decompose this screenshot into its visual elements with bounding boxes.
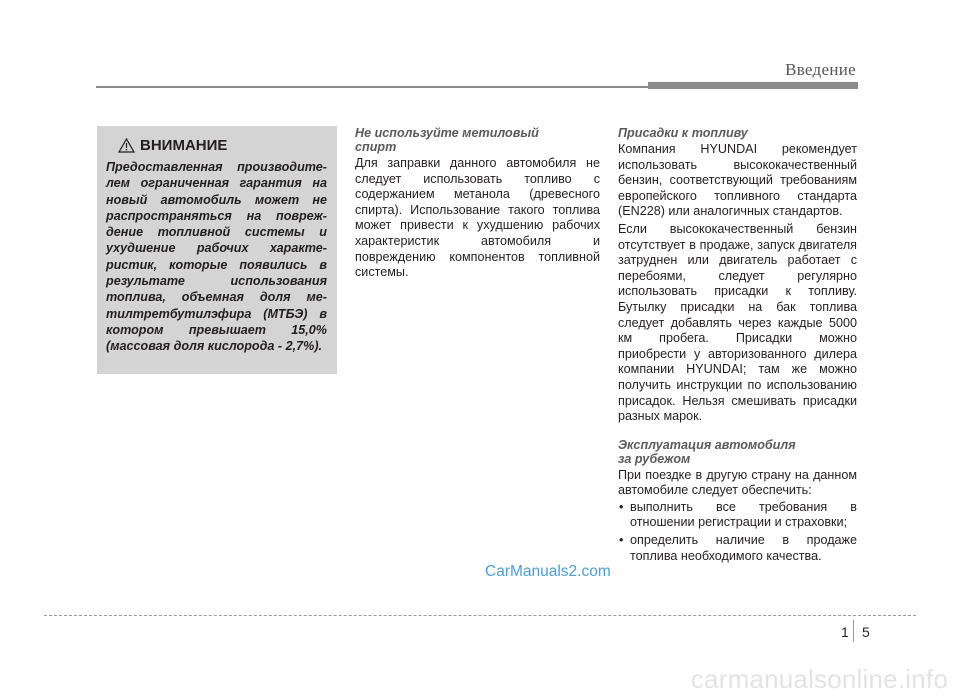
- methanol-heading-line2: спирт: [355, 140, 397, 154]
- warning-box: [97, 126, 337, 374]
- watermark-bottom: carmanualsonline.info: [690, 664, 948, 694]
- warning-header: [118, 134, 330, 156]
- bullet-text: выполнить все требования в отношении регистрации и страховки;: [630, 499, 857, 530]
- list-item: [618, 500, 857, 531]
- abroad-heading: [618, 438, 857, 466]
- methanol-heading-line1: Не используйте метиловый: [355, 126, 539, 140]
- warning-triangle-icon: [118, 138, 135, 153]
- header-rule-thin: [96, 86, 652, 88]
- bullet-dot: •: [619, 533, 624, 548]
- abroad-heading-line2: за рубежом: [618, 451, 691, 466]
- abroad-heading-line1: Эксплуатация автомобиля: [618, 437, 796, 452]
- list-item: [618, 533, 857, 564]
- page-number: 5: [862, 624, 870, 640]
- section-title: Введение: [785, 60, 856, 79]
- header-rule-thick: [648, 82, 858, 89]
- bullet-text: определить наличие в продаже топлива необходимого качества.: [630, 533, 857, 563]
- methanol-heading: [355, 126, 600, 154]
- warning-title: ВНИМАНИЕ: [140, 136, 228, 154]
- warning-text: Предоставленная производителем ограниченная гарантия на новый автомобиль может не распространяться на повреждение топливной системы и ухудшение рабочих характеристик, которые появились в результате использования топлива, объемная доля метилтретбутилэфира (МТБЭ) в котором превышает 15,0% (массовая доля кислорода - 2,7%).: [106, 160, 327, 354]
- additives-heading: Присадки к топливу: [618, 126, 748, 140]
- page-number-chapter: 1: [841, 624, 849, 640]
- abroad-bullet-list: [618, 500, 857, 564]
- footer-dashed-rule: [44, 615, 916, 616]
- page-number-separator: [853, 620, 854, 642]
- abroad-paragraph: При поездке в другую страну на данном автомобиле следует обеспечить:: [618, 467, 857, 498]
- bullet-dot: •: [619, 499, 624, 514]
- middle-column: [355, 126, 600, 281]
- watermark-link[interactable]: CarManuals2.com: [485, 563, 611, 580]
- right-column: [618, 126, 857, 566]
- additives-paragraph-2: Если высококачественный бензин отсутствует в продаже, запуск двигателя затруднен или двигатель работает с перебоями, следует регулярно использовать присадки к топливу. Бутылку присадки на бак топлива следует добавлять через каждые 5000 км пробега. Присадки можно приобрести у авторизованного дилера компании HYUNDAI; там же можно получить инструкции по использованию присадок. Нельзя смешивать присадки разных марок.: [618, 221, 857, 424]
- methanol-paragraph: Для заправки данного автомобиля не следует использовать топливо с содержанием метанола (древесного спирта). Использование такого топлива может привести к ухудшению рабочих характеристик автомобиля и повреждению компонентов топливной системы.: [355, 156, 600, 280]
- additives-paragraph-1: Компания HYUNDAI рекомендует использовать высококачественный бензин, соответствующий требованиям европейского топливного стандарта (EN228) или аналогичных стандартов.: [618, 142, 857, 219]
